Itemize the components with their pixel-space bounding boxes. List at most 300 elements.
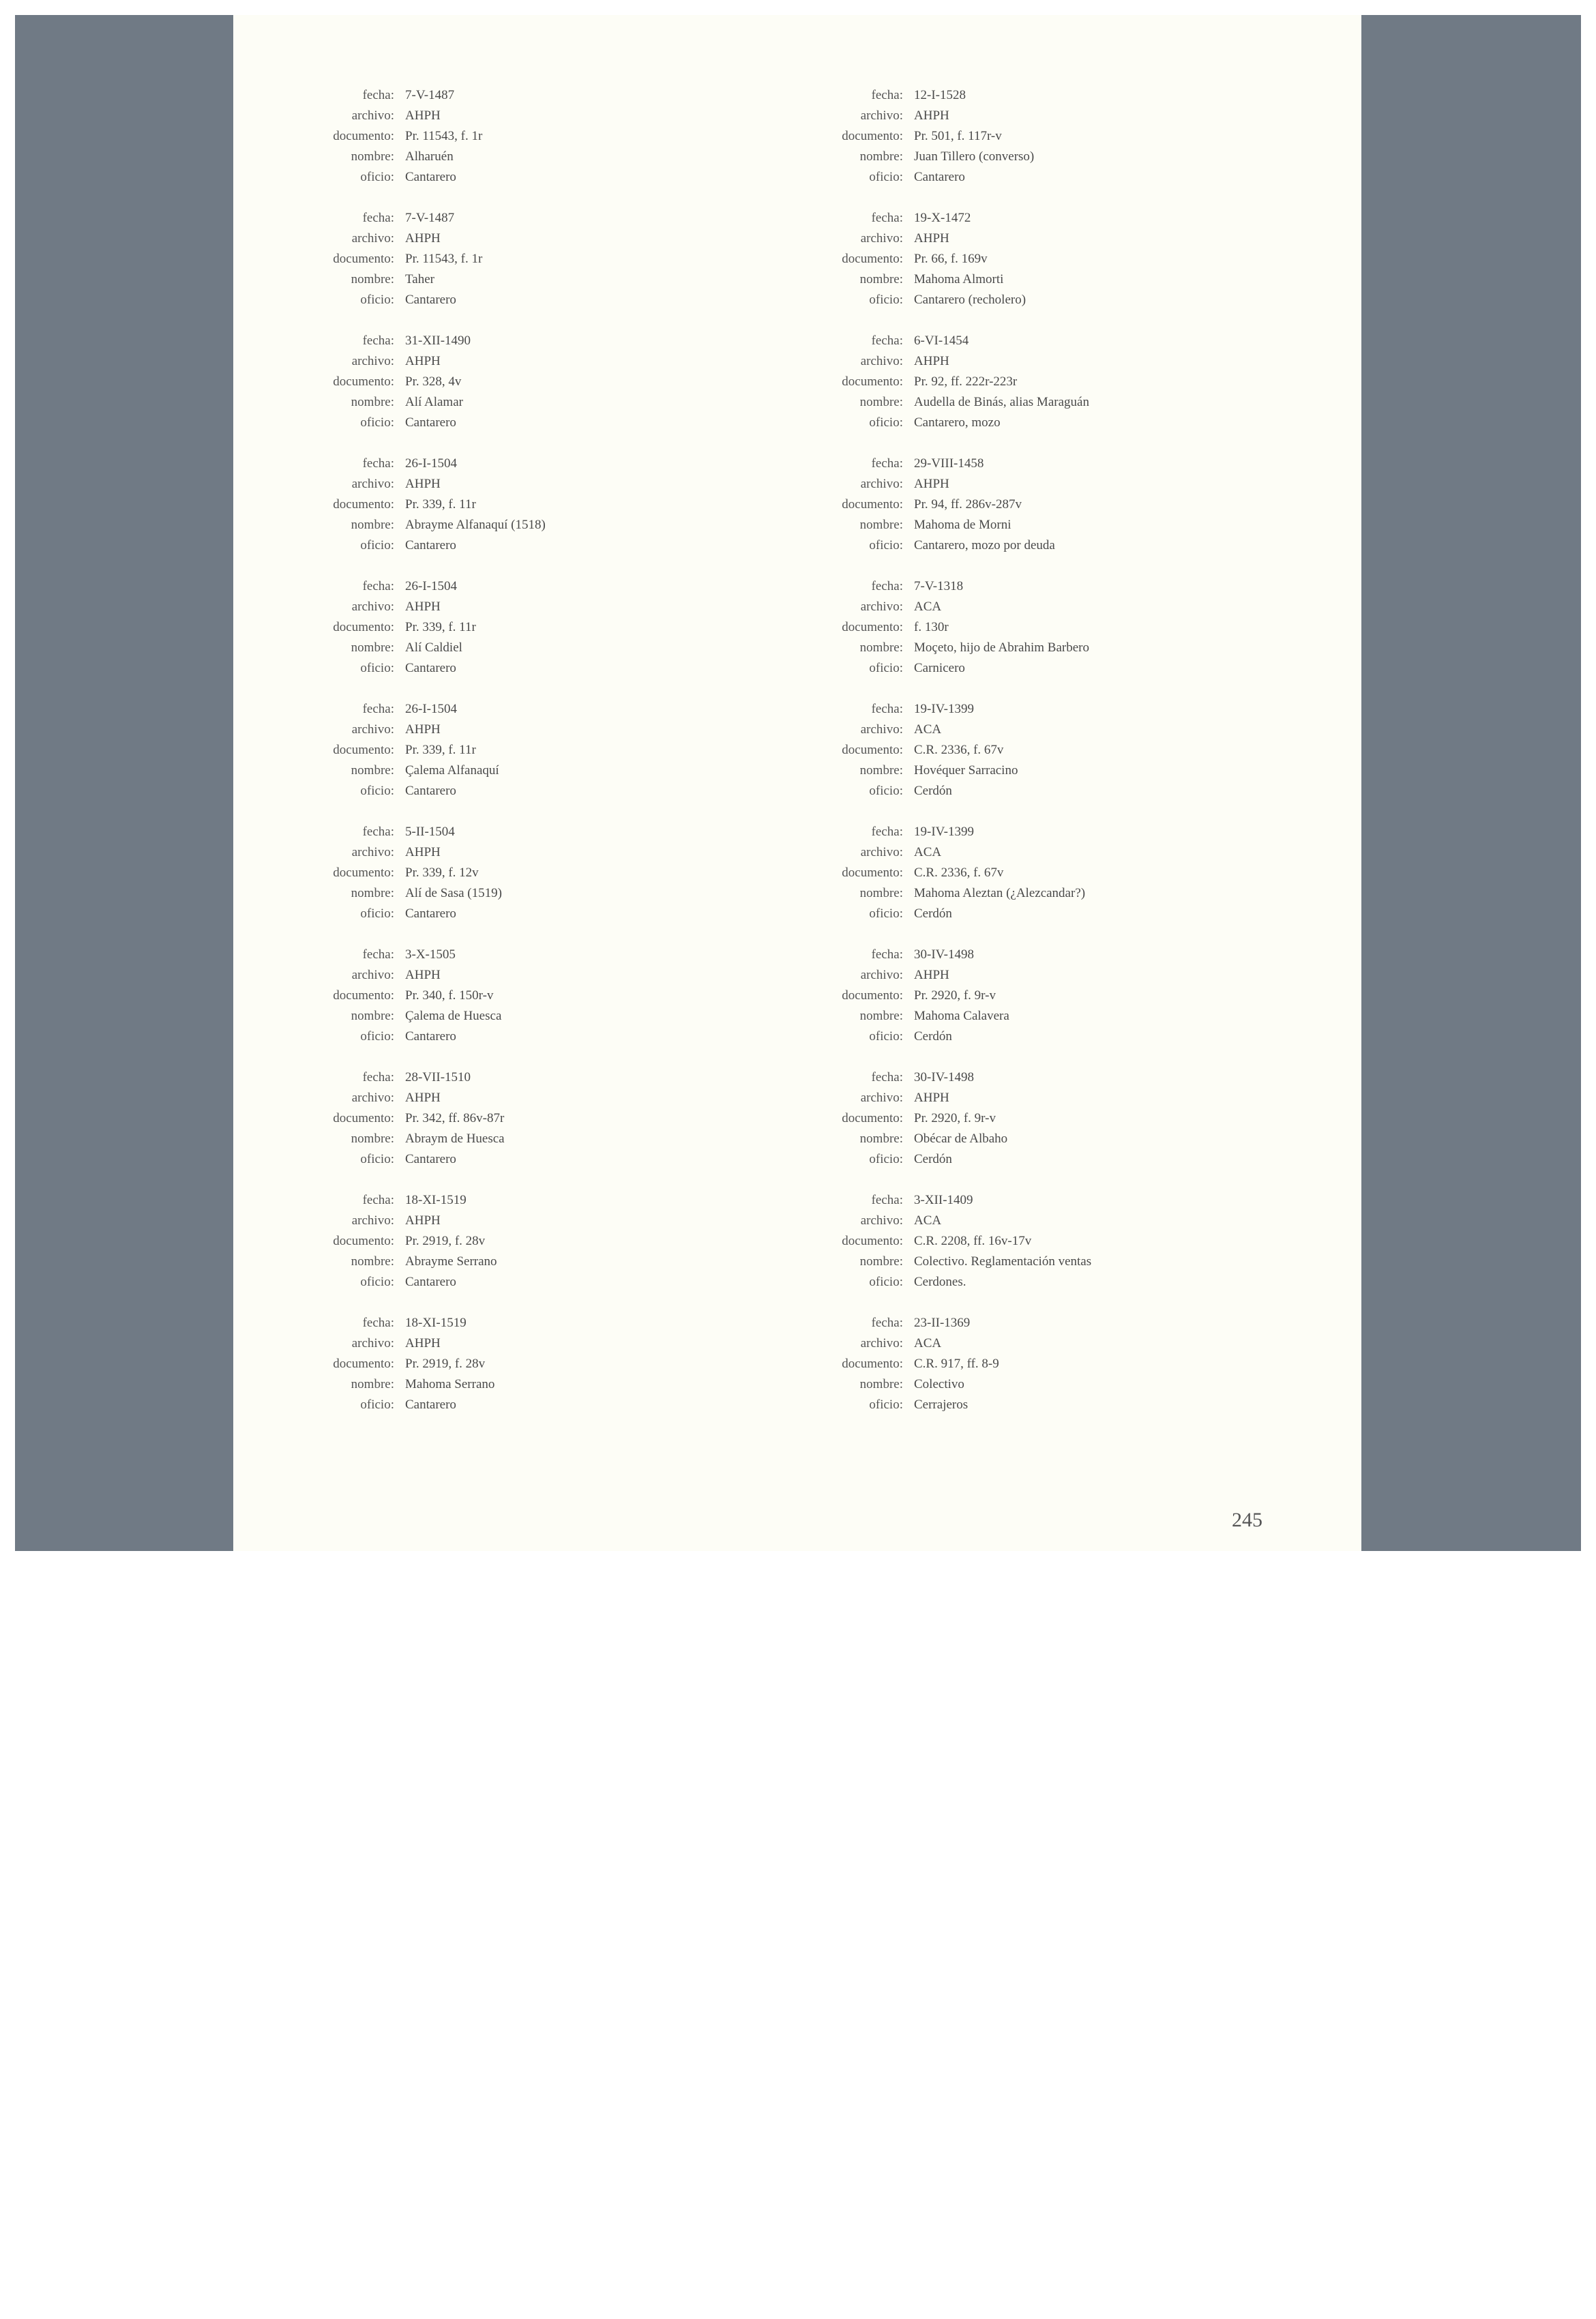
field-label-nombre: nombre: bbox=[859, 640, 903, 655]
field-label-documento: documento: bbox=[333, 252, 394, 266]
field-label-documento: documento: bbox=[333, 743, 394, 757]
record-field-archivo bbox=[311, 351, 748, 372]
field-value-nombre: Alí Alamar bbox=[405, 395, 463, 409]
field-label-oficio: oficio: bbox=[869, 1275, 903, 1289]
record-field-nombre bbox=[311, 515, 748, 535]
field-label-documento: documento: bbox=[842, 252, 903, 266]
record-field-documento bbox=[311, 863, 748, 883]
record-entry bbox=[311, 454, 748, 576]
field-value-documento: f. 130r bbox=[914, 620, 949, 634]
field-label-nombre: nombre: bbox=[351, 1009, 394, 1023]
page-number: 245 bbox=[1232, 1509, 1262, 1531]
field-value-nombre: Juan Tillero (converso) bbox=[914, 149, 1035, 164]
record-field-archivo bbox=[820, 351, 1256, 372]
record-field-fecha bbox=[311, 331, 748, 351]
field-label-documento: documento: bbox=[333, 988, 394, 1003]
field-label-nombre: nombre: bbox=[351, 395, 394, 409]
record-field-documento bbox=[820, 1231, 1256, 1252]
record-field-fecha bbox=[820, 822, 1256, 842]
field-label-nombre: nombre: bbox=[351, 1377, 394, 1391]
record-field-fecha bbox=[311, 1067, 748, 1088]
field-value-fecha: 19-IV-1399 bbox=[914, 825, 974, 839]
field-value-archivo: ACA bbox=[914, 845, 942, 859]
field-label-documento: documento: bbox=[842, 620, 903, 634]
record-field-nombre bbox=[311, 269, 748, 290]
record-field-archivo bbox=[311, 965, 748, 986]
record-field-documento bbox=[311, 740, 748, 760]
field-value-documento: Pr. 2919, f. 28v bbox=[405, 1234, 486, 1248]
field-label-oficio: oficio: bbox=[869, 538, 903, 552]
field-value-nombre: Abrayme Serrano bbox=[405, 1254, 497, 1269]
field-value-fecha: 31-XII-1490 bbox=[405, 334, 471, 348]
field-label-archivo: archivo: bbox=[351, 1336, 394, 1350]
record-field-documento bbox=[820, 740, 1256, 760]
field-label-fecha: fecha: bbox=[362, 88, 394, 102]
record-field-archivo bbox=[820, 965, 1256, 986]
field-label-documento: documento: bbox=[333, 497, 394, 512]
field-label-oficio: oficio: bbox=[869, 1398, 903, 1412]
field-label-fecha: fecha: bbox=[362, 334, 394, 348]
field-value-nombre: Çalema de Huesca bbox=[405, 1009, 502, 1023]
field-value-nombre: Alí de Sasa (1519) bbox=[405, 886, 502, 900]
field-label-nombre: nombre: bbox=[859, 1009, 903, 1023]
record-field-fecha bbox=[311, 1190, 748, 1211]
field-label-documento: documento: bbox=[842, 988, 903, 1003]
field-label-oficio: oficio: bbox=[360, 906, 394, 921]
field-label-fecha: fecha: bbox=[871, 334, 903, 348]
record-field-oficio bbox=[820, 1395, 1256, 1415]
field-value-nombre: Obécar de Albaho bbox=[914, 1132, 1008, 1146]
field-value-fecha: 26-I-1504 bbox=[405, 702, 457, 716]
field-label-fecha: fecha: bbox=[362, 1070, 394, 1084]
record-entry bbox=[311, 208, 748, 331]
field-value-nombre: Mahoma Serrano bbox=[405, 1377, 495, 1391]
document-page bbox=[233, 15, 1361, 1551]
record-field-documento bbox=[820, 126, 1256, 147]
record-field-oficio bbox=[820, 904, 1256, 924]
record-field-fecha bbox=[311, 822, 748, 842]
field-value-archivo: AHPH bbox=[405, 231, 441, 246]
record-field-nombre bbox=[820, 760, 1256, 781]
field-label-fecha: fecha: bbox=[362, 456, 394, 471]
field-value-oficio: Cantarero bbox=[405, 906, 456, 921]
field-label-fecha: fecha: bbox=[871, 947, 903, 962]
record-field-documento bbox=[820, 1354, 1256, 1374]
record-field-fecha bbox=[820, 1313, 1256, 1333]
record-field-nombre bbox=[311, 1252, 748, 1272]
field-label-oficio: oficio: bbox=[360, 538, 394, 552]
field-value-nombre: Abrayme Alfanaquí (1518) bbox=[405, 518, 546, 532]
field-value-archivo: AHPH bbox=[405, 1213, 441, 1228]
field-label-oficio: oficio: bbox=[869, 1152, 903, 1166]
field-value-archivo: AHPH bbox=[405, 600, 441, 614]
record-field-nombre bbox=[311, 1129, 748, 1149]
record-field-fecha bbox=[820, 454, 1256, 474]
record-field-oficio bbox=[311, 413, 748, 433]
field-label-archivo: archivo: bbox=[351, 845, 394, 859]
field-label-oficio: oficio: bbox=[360, 415, 394, 430]
field-value-fecha: 7-V-1318 bbox=[914, 579, 964, 593]
record-entry bbox=[311, 85, 748, 208]
record-field-archivo bbox=[311, 106, 748, 126]
field-label-archivo: archivo: bbox=[351, 108, 394, 123]
record-field-oficio bbox=[820, 535, 1256, 556]
field-label-fecha: fecha: bbox=[362, 211, 394, 225]
record-entry bbox=[820, 699, 1256, 822]
field-value-documento: Pr. 92, ff. 222r-223r bbox=[914, 374, 1018, 389]
field-value-oficio: Cerrajeros bbox=[914, 1398, 969, 1412]
field-value-nombre: Hovéquer Sarracino bbox=[914, 763, 1018, 778]
field-label-oficio: oficio: bbox=[869, 293, 903, 307]
record-field-nombre bbox=[311, 1374, 748, 1395]
record-field-documento bbox=[311, 372, 748, 392]
record-field-oficio bbox=[311, 290, 748, 310]
record-field-oficio bbox=[820, 290, 1256, 310]
field-label-archivo: archivo: bbox=[860, 968, 903, 982]
field-label-documento: documento: bbox=[842, 374, 903, 389]
field-value-archivo: AHPH bbox=[914, 354, 949, 368]
record-field-nombre bbox=[311, 883, 748, 904]
record-field-nombre bbox=[820, 269, 1256, 290]
field-label-oficio: oficio: bbox=[360, 1152, 394, 1166]
record-field-nombre bbox=[820, 883, 1256, 904]
field-value-oficio: Cantarero, mozo bbox=[914, 415, 1001, 430]
field-label-fecha: fecha: bbox=[871, 702, 903, 716]
field-label-nombre: nombre: bbox=[859, 763, 903, 778]
field-value-nombre: Abraym de Huesca bbox=[405, 1132, 505, 1146]
record-field-nombre bbox=[311, 638, 748, 658]
record-field-documento bbox=[311, 617, 748, 638]
record-field-archivo bbox=[311, 1088, 748, 1108]
record-field-archivo bbox=[820, 720, 1256, 740]
field-value-documento: Pr. 339, f. 12v bbox=[405, 866, 479, 880]
field-value-nombre: Mahoma Almorti bbox=[914, 272, 1004, 286]
field-value-documento: Pr. 2919, f. 28v bbox=[405, 1357, 486, 1371]
record-field-archivo bbox=[820, 1211, 1256, 1231]
field-value-oficio: Cerdón bbox=[914, 1152, 952, 1166]
field-label-documento: documento: bbox=[333, 1111, 394, 1125]
field-value-archivo: AHPH bbox=[405, 845, 441, 859]
field-label-archivo: archivo: bbox=[860, 477, 903, 491]
field-value-archivo: AHPH bbox=[405, 477, 441, 491]
field-value-fecha: 29-VIII-1458 bbox=[914, 456, 984, 471]
record-field-archivo bbox=[820, 106, 1256, 126]
field-value-nombre: Alí Caldiel bbox=[405, 640, 462, 655]
field-label-nombre: nombre: bbox=[859, 272, 903, 286]
field-label-archivo: archivo: bbox=[351, 231, 394, 246]
field-label-oficio: oficio: bbox=[869, 784, 903, 798]
record-field-oficio bbox=[820, 1272, 1256, 1293]
field-label-fecha: fecha: bbox=[871, 579, 903, 593]
field-value-documento: Pr. 339, f. 11r bbox=[405, 620, 476, 634]
field-value-oficio: Cerdón bbox=[914, 906, 952, 921]
field-label-nombre: nombre: bbox=[859, 149, 903, 164]
record-field-nombre bbox=[820, 1129, 1256, 1149]
record-field-documento bbox=[311, 1108, 748, 1129]
field-value-documento: Pr. 342, ff. 86v-87r bbox=[405, 1111, 505, 1125]
record-field-archivo bbox=[311, 1333, 748, 1354]
record-field-documento bbox=[820, 986, 1256, 1006]
field-value-oficio: Cerdón bbox=[914, 1029, 952, 1044]
field-value-oficio: Cantarero bbox=[405, 1029, 456, 1044]
field-value-archivo: AHPH bbox=[405, 968, 441, 982]
field-value-documento: Pr. 2920, f. 9r-v bbox=[914, 1111, 996, 1125]
record-field-documento bbox=[311, 494, 748, 515]
field-label-nombre: nombre: bbox=[351, 518, 394, 532]
record-field-oficio bbox=[311, 781, 748, 801]
field-label-documento: documento: bbox=[333, 374, 394, 389]
field-value-nombre: Taher bbox=[405, 272, 434, 286]
field-value-documento: Pr. 66, f. 169v bbox=[914, 252, 988, 266]
field-value-nombre: Moçeto, hijo de Abrahim Barbero bbox=[914, 640, 1089, 655]
record-field-archivo bbox=[820, 1333, 1256, 1354]
field-value-oficio: Cantarero bbox=[405, 661, 456, 675]
field-label-fecha: fecha: bbox=[871, 88, 903, 102]
record-field-oficio bbox=[820, 781, 1256, 801]
record-field-fecha bbox=[820, 208, 1256, 228]
record-entry bbox=[311, 1313, 748, 1436]
record-field-documento bbox=[311, 126, 748, 147]
field-value-nombre: Çalema Alfanaquí bbox=[405, 763, 499, 778]
field-value-archivo: ACA bbox=[914, 722, 942, 737]
record-field-documento bbox=[820, 372, 1256, 392]
field-label-documento: documento: bbox=[333, 866, 394, 880]
record-field-fecha bbox=[820, 699, 1256, 720]
field-label-archivo: archivo: bbox=[860, 354, 903, 368]
field-label-documento: documento: bbox=[842, 129, 903, 143]
field-label-oficio: oficio: bbox=[869, 906, 903, 921]
record-field-nombre bbox=[820, 1252, 1256, 1272]
record-field-nombre bbox=[311, 147, 748, 167]
field-label-documento: documento: bbox=[842, 1111, 903, 1125]
record-field-nombre bbox=[820, 147, 1256, 167]
record-field-oficio bbox=[311, 904, 748, 924]
record-field-oficio bbox=[311, 658, 748, 679]
field-label-archivo: archivo: bbox=[351, 722, 394, 737]
field-value-fecha: 18-XI-1519 bbox=[405, 1193, 467, 1207]
record-field-fecha bbox=[311, 208, 748, 228]
field-value-documento: C.R. 2336, f. 67v bbox=[914, 866, 1004, 880]
field-label-documento: documento: bbox=[842, 866, 903, 880]
record-entry bbox=[820, 331, 1256, 454]
field-value-oficio: Cantarero, mozo por deuda bbox=[914, 538, 1055, 552]
field-label-oficio: oficio: bbox=[360, 170, 394, 184]
record-field-oficio bbox=[311, 1395, 748, 1415]
record-field-nombre bbox=[311, 392, 748, 413]
field-label-nombre: nombre: bbox=[859, 1132, 903, 1146]
field-value-fecha: 3-X-1505 bbox=[405, 947, 456, 962]
field-label-oficio: oficio: bbox=[869, 661, 903, 675]
field-label-documento: documento: bbox=[333, 1357, 394, 1371]
record-field-oficio bbox=[820, 413, 1256, 433]
field-value-oficio: Cantarero bbox=[405, 1152, 456, 1166]
record-entry bbox=[820, 208, 1256, 331]
record-field-fecha bbox=[820, 945, 1256, 965]
field-label-documento: documento: bbox=[333, 129, 394, 143]
field-value-fecha: 30-IV-1498 bbox=[914, 947, 974, 962]
record-entry bbox=[311, 331, 748, 454]
field-label-oficio: oficio: bbox=[869, 415, 903, 430]
field-label-archivo: archivo: bbox=[860, 845, 903, 859]
field-label-fecha: fecha: bbox=[362, 825, 394, 839]
field-value-oficio: Cantarero bbox=[405, 1398, 456, 1412]
field-value-oficio: Cerdones. bbox=[914, 1275, 966, 1289]
field-value-archivo: AHPH bbox=[405, 1091, 441, 1105]
record-field-nombre bbox=[311, 760, 748, 781]
field-label-nombre: nombre: bbox=[351, 1132, 394, 1146]
field-value-documento: C.R. 2336, f. 67v bbox=[914, 743, 1004, 757]
record-field-fecha bbox=[311, 85, 748, 106]
field-label-nombre: nombre: bbox=[859, 1254, 903, 1269]
field-label-nombre: nombre: bbox=[351, 763, 394, 778]
field-value-archivo: ACA bbox=[914, 1336, 942, 1350]
field-label-archivo: archivo: bbox=[351, 968, 394, 982]
field-label-archivo: archivo: bbox=[351, 600, 394, 614]
field-label-archivo: archivo: bbox=[860, 722, 903, 737]
field-value-fecha: 7-V-1487 bbox=[405, 211, 455, 225]
field-label-oficio: oficio: bbox=[360, 784, 394, 798]
field-label-fecha: fecha: bbox=[362, 1193, 394, 1207]
field-value-archivo: AHPH bbox=[914, 1091, 949, 1105]
field-value-archivo: AHPH bbox=[914, 108, 949, 123]
record-entry bbox=[311, 1190, 748, 1313]
record-entry bbox=[311, 1067, 748, 1190]
field-label-archivo: archivo: bbox=[860, 1091, 903, 1105]
record-field-documento bbox=[820, 863, 1256, 883]
field-value-fecha: 3-XII-1409 bbox=[914, 1193, 973, 1207]
field-label-fecha: fecha: bbox=[871, 211, 903, 225]
field-value-documento: C.R. 917, ff. 8-9 bbox=[914, 1357, 999, 1371]
record-field-oficio bbox=[820, 658, 1256, 679]
field-label-archivo: archivo: bbox=[860, 1213, 903, 1228]
field-value-fecha: 28-VII-1510 bbox=[405, 1070, 471, 1084]
record-field-archivo bbox=[820, 1088, 1256, 1108]
field-value-oficio: Carnicero bbox=[914, 661, 965, 675]
record-field-archivo bbox=[820, 597, 1256, 617]
field-value-archivo: AHPH bbox=[405, 722, 441, 737]
record-field-archivo bbox=[311, 720, 748, 740]
field-label-fecha: fecha: bbox=[871, 1070, 903, 1084]
field-value-documento: Pr. 340, f. 150r-v bbox=[405, 988, 494, 1003]
field-value-documento: Pr. 339, f. 11r bbox=[405, 743, 476, 757]
field-value-documento: Pr. 94, ff. 286v-287v bbox=[914, 497, 1022, 512]
field-value-archivo: AHPH bbox=[405, 108, 441, 123]
record-field-nombre bbox=[820, 638, 1256, 658]
field-value-nombre: Mahoma Calavera bbox=[914, 1009, 1009, 1023]
field-label-oficio: oficio: bbox=[360, 1398, 394, 1412]
field-value-archivo: AHPH bbox=[914, 231, 949, 246]
record-field-oficio bbox=[311, 167, 748, 188]
field-value-fecha: 26-I-1504 bbox=[405, 579, 457, 593]
field-value-documento: Pr. 339, f. 11r bbox=[405, 497, 476, 512]
record-entry bbox=[820, 85, 1256, 208]
record-entry bbox=[820, 576, 1256, 699]
record-field-nombre bbox=[820, 515, 1256, 535]
field-label-nombre: nombre: bbox=[859, 1377, 903, 1391]
field-value-archivo: AHPH bbox=[405, 1336, 441, 1350]
field-label-fecha: fecha: bbox=[362, 1316, 394, 1330]
field-value-documento: Pr. 11543, f. 1r bbox=[405, 129, 483, 143]
record-field-archivo bbox=[311, 597, 748, 617]
record-field-archivo bbox=[311, 228, 748, 249]
record-field-fecha bbox=[820, 85, 1256, 106]
field-value-fecha: 18-XI-1519 bbox=[405, 1316, 467, 1330]
field-value-oficio: Cantarero bbox=[405, 293, 456, 307]
record-field-nombre bbox=[820, 392, 1256, 413]
record-field-nombre bbox=[820, 1374, 1256, 1395]
field-value-nombre: Audella de Binás, alias Maraguán bbox=[914, 395, 1089, 409]
record-field-archivo bbox=[820, 842, 1256, 863]
scanned-page-frame bbox=[15, 15, 1581, 1551]
record-field-archivo bbox=[820, 474, 1256, 494]
record-field-documento bbox=[820, 494, 1256, 515]
record-field-archivo bbox=[311, 1211, 748, 1231]
record-field-oficio bbox=[311, 1026, 748, 1047]
field-value-fecha: 19-X-1472 bbox=[914, 211, 971, 225]
record-field-fecha bbox=[820, 1190, 1256, 1211]
field-value-archivo: ACA bbox=[914, 1213, 942, 1228]
field-value-fecha: 5-II-1504 bbox=[405, 825, 455, 839]
record-entry bbox=[820, 1190, 1256, 1313]
record-entry bbox=[820, 1067, 1256, 1190]
field-value-fecha: 12-I-1528 bbox=[914, 88, 966, 102]
field-label-fecha: fecha: bbox=[871, 825, 903, 839]
left-record-column bbox=[311, 85, 748, 1436]
record-field-archivo bbox=[311, 474, 748, 494]
field-label-archivo: archivo: bbox=[351, 477, 394, 491]
field-value-documento: C.R. 2208, ff. 16v-17v bbox=[914, 1234, 1032, 1248]
record-field-oficio bbox=[311, 1149, 748, 1170]
field-value-nombre: Mahoma de Morni bbox=[914, 518, 1011, 532]
field-value-nombre: Colectivo. Reglamentación ventas bbox=[914, 1254, 1092, 1269]
field-value-fecha: 26-I-1504 bbox=[405, 456, 457, 471]
field-value-archivo: AHPH bbox=[914, 968, 949, 982]
field-label-nombre: nombre: bbox=[351, 1254, 394, 1269]
record-field-nombre bbox=[311, 1006, 748, 1026]
field-label-fecha: fecha: bbox=[871, 456, 903, 471]
field-label-archivo: archivo: bbox=[860, 600, 903, 614]
field-label-oficio: oficio: bbox=[360, 293, 394, 307]
field-label-documento: documento: bbox=[333, 1234, 394, 1248]
record-field-fecha bbox=[311, 1313, 748, 1333]
field-value-fecha: 6-VI-1454 bbox=[914, 334, 969, 348]
record-field-fecha bbox=[311, 945, 748, 965]
record-field-fecha bbox=[820, 576, 1256, 597]
record-entry bbox=[311, 945, 748, 1067]
field-label-documento: documento: bbox=[842, 1234, 903, 1248]
record-field-fecha bbox=[311, 699, 748, 720]
right-record-column bbox=[820, 85, 1256, 1436]
record-field-archivo bbox=[820, 228, 1256, 249]
record-entry bbox=[820, 945, 1256, 1067]
record-field-documento bbox=[820, 617, 1256, 638]
field-label-fecha: fecha: bbox=[871, 1316, 903, 1330]
record-field-documento bbox=[820, 249, 1256, 269]
record-field-nombre bbox=[820, 1006, 1256, 1026]
record-field-oficio bbox=[311, 535, 748, 556]
record-field-documento bbox=[311, 249, 748, 269]
field-label-fecha: fecha: bbox=[362, 947, 394, 962]
record-entry bbox=[820, 1313, 1256, 1436]
field-label-nombre: nombre: bbox=[351, 272, 394, 286]
field-label-oficio: oficio: bbox=[869, 170, 903, 184]
record-field-documento bbox=[311, 986, 748, 1006]
field-value-fecha: 7-V-1487 bbox=[405, 88, 455, 102]
field-value-oficio: Cerdón bbox=[914, 784, 952, 798]
field-value-documento: Pr. 328, 4v bbox=[405, 374, 462, 389]
field-label-nombre: nombre: bbox=[351, 640, 394, 655]
field-label-documento: documento: bbox=[842, 743, 903, 757]
